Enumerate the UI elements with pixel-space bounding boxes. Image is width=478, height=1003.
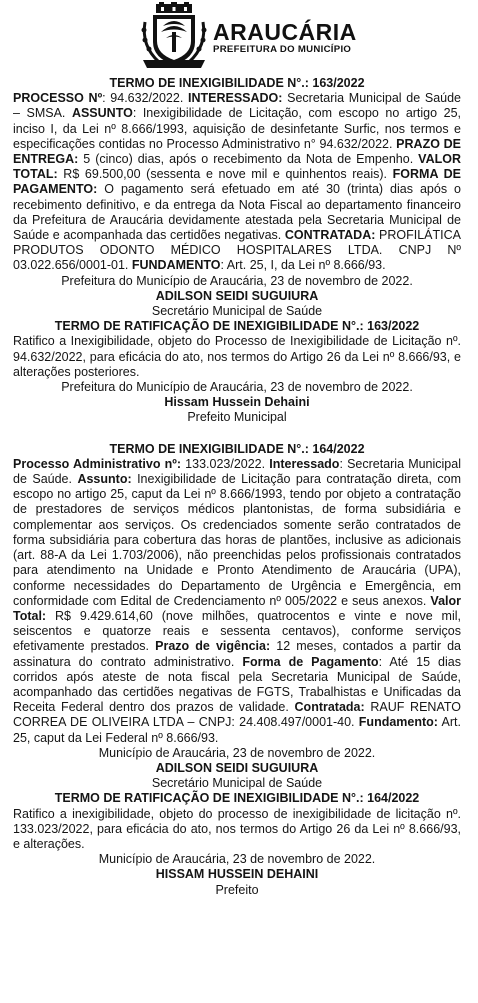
- signer-role: Prefeito: [215, 882, 259, 897]
- brand-name: ARAUCÁRIA: [213, 19, 357, 45]
- label-processo: PROCESSO Nº: [13, 91, 103, 106]
- text-interessado: Secretaria Municipal de Saúde – SMSA.: [13, 91, 462, 121]
- label-processo: Processo Administrativo nº:: [13, 456, 182, 471]
- text-assunto: : Inexigibilidade de Licitação, com escopo no artigo 25, inciso I, da Lei nº 8.666/1993, aquisição de desinfetante Surfic, nos termos e especificações contidas no Processo Administrativo n° 94.632/2022.: [13, 106, 462, 151]
- label-assunto: ASSUNTO: [71, 106, 133, 121]
- label-valor: Valor Total:: [13, 593, 461, 623]
- text-forma: : Até 15 dias corridos após ateste de nota fiscal pela Secretaria Municipal de Saúde, acompanhado das certidões negativas de FGTS, Trabalhistas e Unificadas da Receita Federal dentro dos prazos de validade.: [13, 654, 461, 715]
- coat-of-arms-icon: [139, 2, 209, 70]
- text-fundamento: : Art. 25, I, da Lei nº 8.666/93.: [220, 258, 386, 273]
- signer-role: Secretário Municipal de Saúde: [151, 776, 323, 791]
- text-contratada: RAUF RENATO CORREA DE OLIVEIRA LTDA – CNPJ: 24.408.497/0001-40.: [13, 700, 461, 730]
- signer-name: HISSAM HUSSEIN DEHAINI: [155, 867, 319, 882]
- label-interessado: Interessado: [269, 456, 340, 471]
- term-body-164: [13, 457, 461, 746]
- label-assunto: Assunto:: [77, 472, 132, 487]
- place-date: Município de Araucária, 23 de novembro de 2022.: [98, 852, 376, 867]
- text-forma: O pagamento será efetuado em até 30 (trinta) dias após o recebimento definitivo, e da entrega da Nota Fiscal ao departamento financeiro da Prefeitura de Araucária devidamente atestada pela Secretaria Municipal de Saúde e acompanhada das certidões negativas.: [13, 182, 461, 243]
- text-fundamento: Art. 25, caput da Lei Federal nº 8.666/93.: [13, 715, 461, 745]
- text-interessado: : Secretaria Municipal de Saúde.: [13, 456, 461, 487]
- signer-name: ADILSON SEIDI SUGUIURA: [155, 288, 319, 303]
- ratification-body-163: Ratifico a Inexigibilidade, objeto do Processo de Inexigibilidade de Licitação nº. 94.632/2022, para eficácia do ato, nos termos do Artigo 26 da Lei nº 8.666/93, e alterações posteriores.: [13, 334, 461, 379]
- term-title-163: TERMO DE INEXIGIBILIDADE N°.: 163/2022: [109, 76, 365, 90]
- signer-name: ADILSON SEIDI SUGUIURA: [155, 760, 319, 775]
- label-prazo: Prazo de vigência:: [155, 639, 271, 654]
- text-processo: : 94.632/2022.: [102, 91, 188, 106]
- place-date: Prefeitura do Município de Araucária, 23 de novembro de 2022.: [61, 273, 413, 288]
- label-forma: FORMA DE PAGAMENTO:: [13, 167, 461, 197]
- label-interessado: INTERESSADO:: [187, 91, 283, 106]
- text-prazo: 12 meses, contados a partir da assinatura do contrato administrativo.: [13, 639, 461, 669]
- label-fundamento: FUNDAMENTO: [131, 258, 221, 273]
- signer-name: Hissam Hussein Dehaini: [164, 395, 310, 410]
- text-contratada: PROFILÁTICA PRODUTOS ODONTO MÉDICO HOSPITALARES LTDA. CNPJ Nº 03.022.656/0001-01.: [13, 228, 461, 273]
- label-contratada: Contratada:: [294, 700, 365, 715]
- label-valor: VALOR TOTAL:: [13, 152, 461, 182]
- brand-subtitle: PREFEITURA DO MUNICÍPIO: [213, 44, 352, 55]
- text-processo: 133.023/2022.: [181, 456, 270, 471]
- label-prazo: PRAZO DE ENTREGA:: [13, 136, 461, 167]
- label-forma: Forma de Pagamento: [242, 654, 379, 669]
- place-date: Município de Araucária, 23 de novembro de 2022.: [98, 745, 376, 760]
- text-prazo: 5 (cinco) dias, após o recebimento da Nota de Empenho.: [78, 152, 419, 167]
- label-contratada: CONTRATADA:: [284, 228, 376, 243]
- label-fundamento: Fundamento:: [358, 715, 438, 730]
- signer-role: Secretário Municipal de Saúde: [151, 304, 323, 319]
- place-date: Prefeitura do Município de Araucária, 23 de novembro de 2022.: [61, 380, 413, 395]
- ratification-title-163: TERMO DE RATIFICAÇÃO DE INEXIGIBILIDADE N°.: 163/2022: [54, 319, 420, 334]
- term-title-164: TERMO DE INEXIGIBILIDADE N°.: 164/2022: [109, 441, 365, 456]
- brand: [213, 21, 357, 55]
- document-163: [13, 76, 461, 898]
- text-assunto: Inexigibilidade de Licitação para contratação direta, com escopo no artigo 25, caput da Lei nº 8.666/1993, tendo por objeto a contratação de prestadores de serviços médicos plantonistas, de forma subsidiária e complementar aos serviços. Os credenciados somente serão contratados de forma subsidiária para cobertura das horas de plantões, inclusive as adicionais (art. 88-A da Lei 1.703/2006), não preenchidas pelos profissionais contratados para atendimento na Unidade e Pronto Atendimento de Araucária (UPA), conforme necessidades do Departamento de Urgência e Emergência, em conformidade com Edital de Credenciamento nº 005/2022 e seus anexos.: [13, 472, 462, 608]
- text-valor: R$ 69.500,00 (sessenta e nove mil e quinhentos reais).: [57, 167, 393, 182]
- ratification-body-164: Ratifico a inexigibilidade, objeto do processo de inexigibilidade de licitação nº. 133.023/2022, para eficácia do ato, nos termos do Artigo 26 da Lei nº 8.666/93, e alterações.: [13, 806, 461, 851]
- ratification-title-164: TERMO DE RATIFICAÇÃO DE INEXIGIBILIDADE N°.: 164/2022: [54, 791, 420, 806]
- signer-role: Prefeito Municipal: [187, 410, 287, 425]
- header: [13, 0, 461, 72]
- term-body-163: [13, 91, 461, 273]
- text-valor: R$ 9.429.614,60 (nove milhões, quatrocentos e vinte e nove mil, seiscentos e quatorze reais e sessenta centavos), conforme serviços efetivamente prestados.: [13, 608, 461, 654]
